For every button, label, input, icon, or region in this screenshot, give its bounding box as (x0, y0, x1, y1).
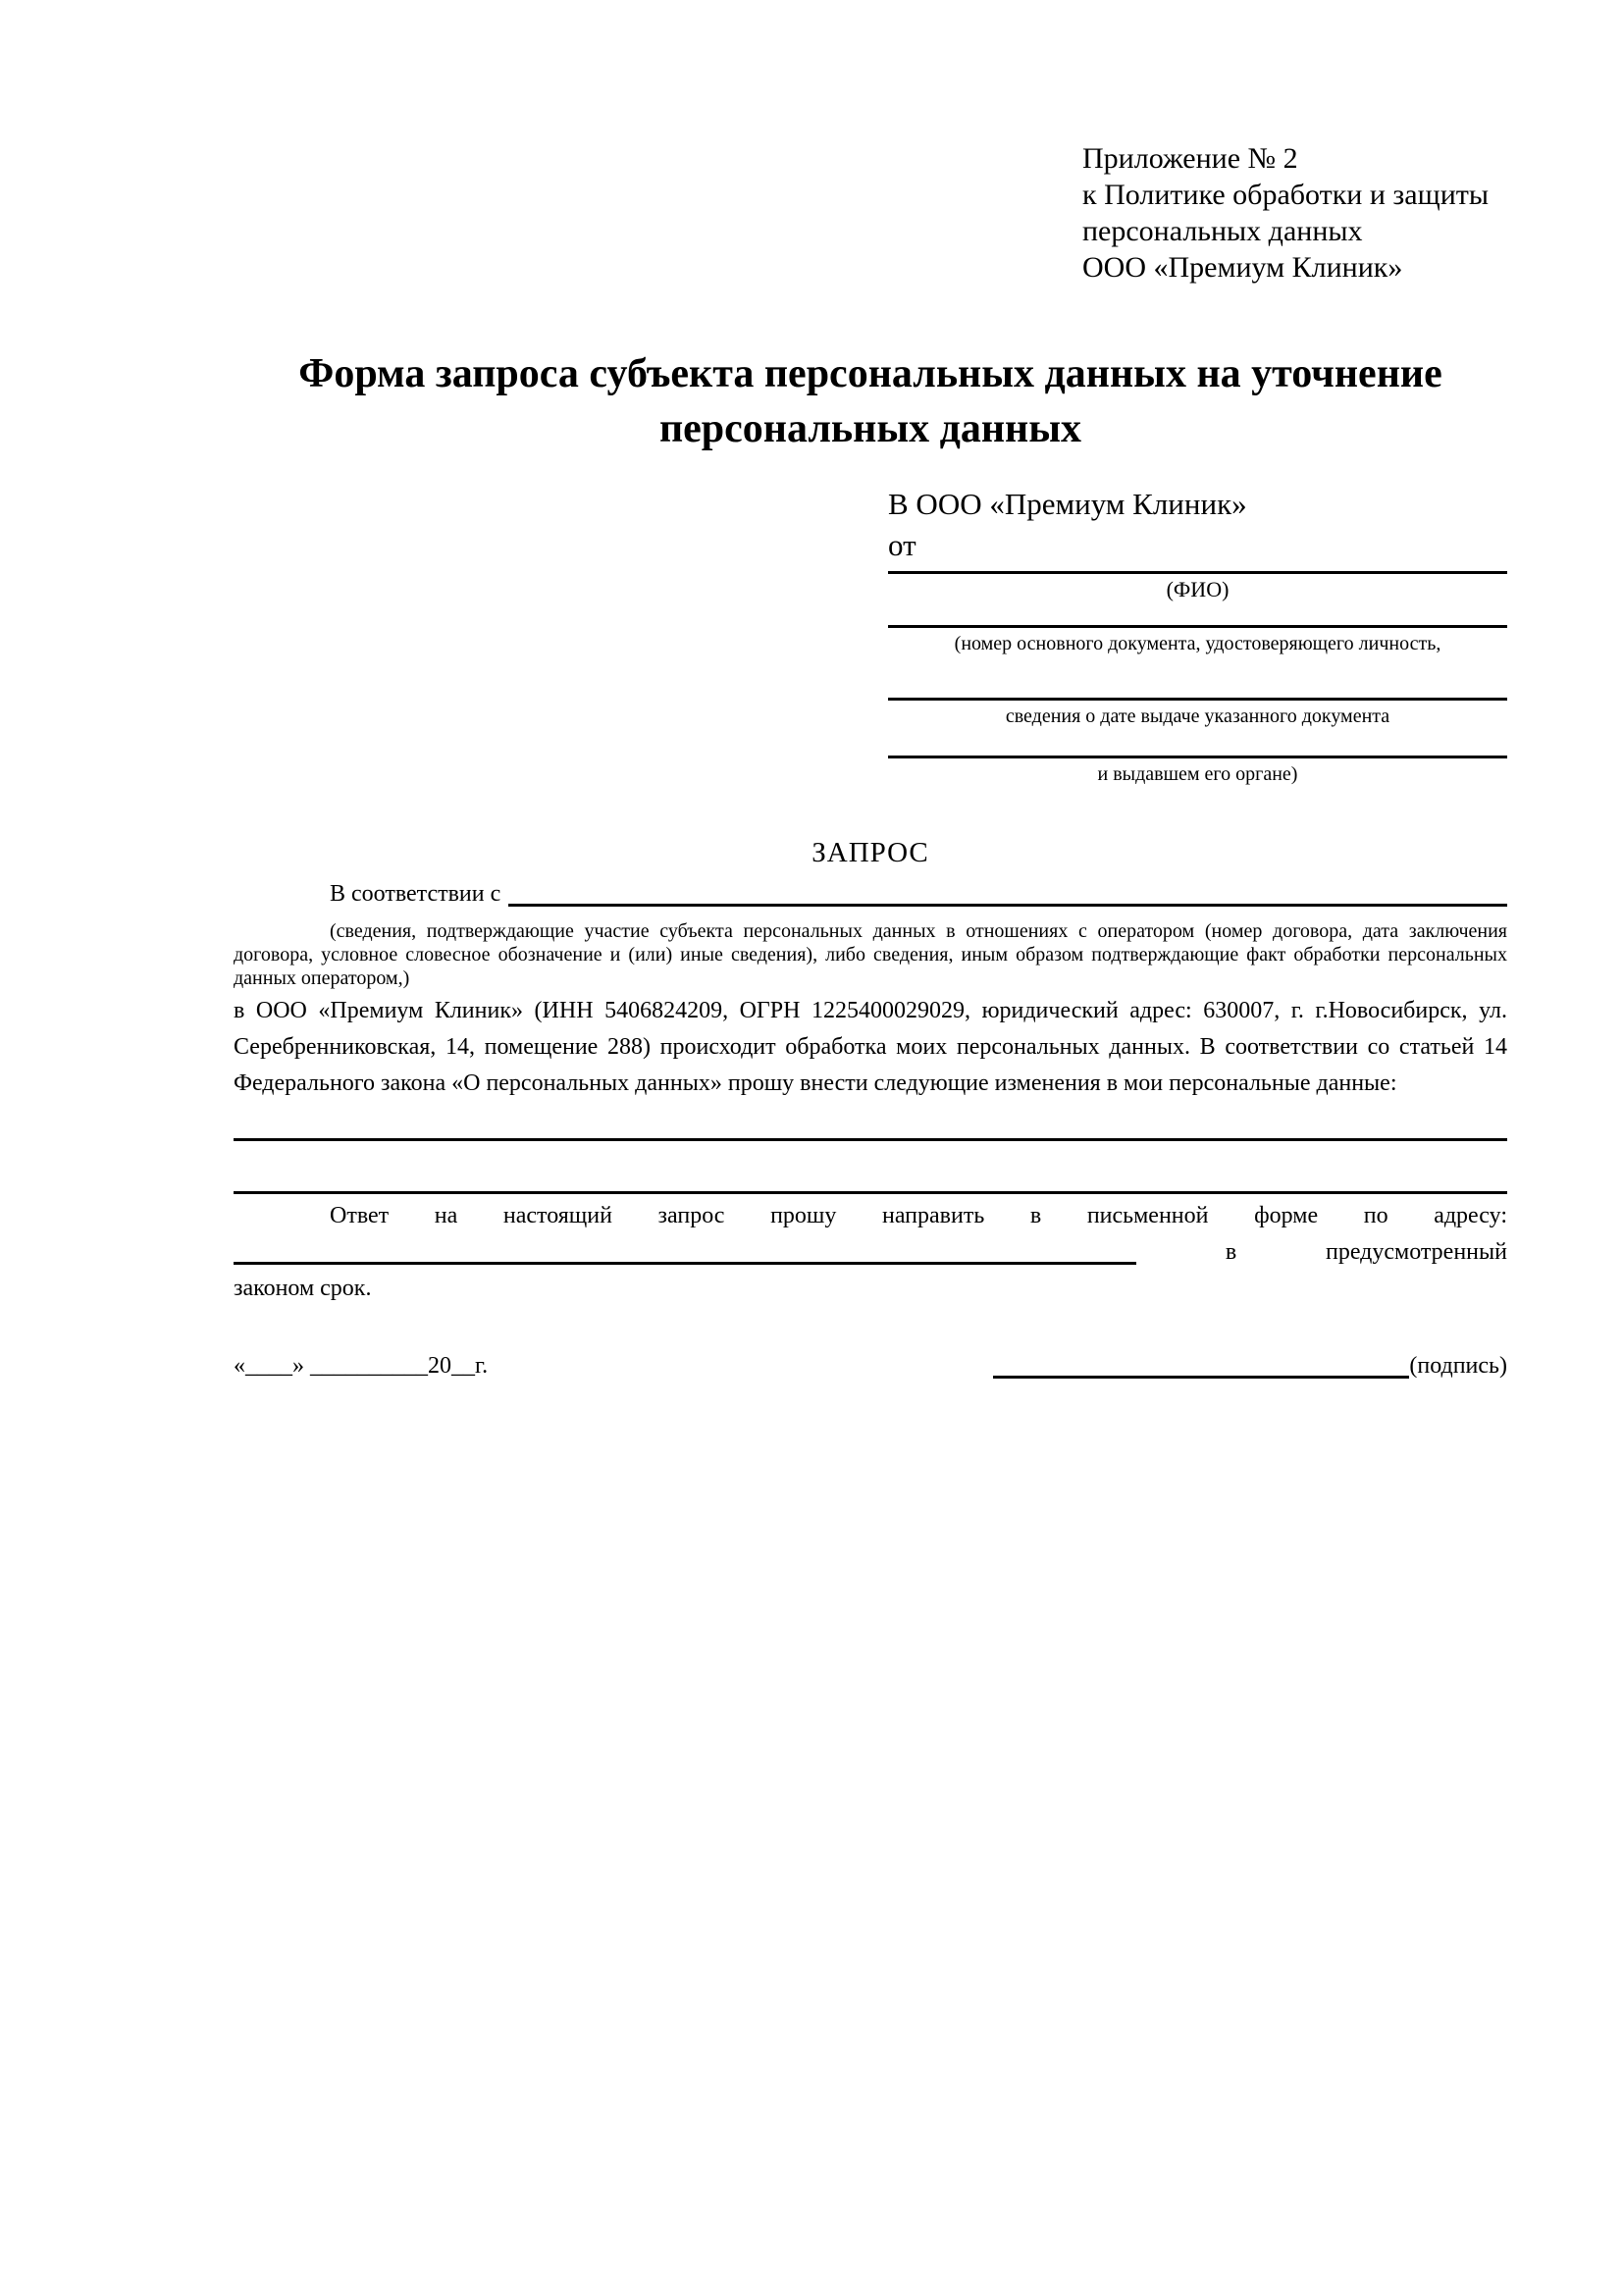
changes-blank-line-1 (234, 1102, 1507, 1141)
legal-note: (сведения, подтверждающие участие субъекта персональных данных в отношениях с оператором (номер договора, дата заключения договора, условное словесное обозначение и (или) иные сведения), либо сведения, иным образом подтверждающие факт обработки персональных данных оператором,) (234, 920, 1507, 989)
annex-line-1: Приложение № 2 (1082, 142, 1298, 175)
document-number-caption: (номер основного документа, удостоверяющего личность, (954, 633, 1441, 654)
page-title: Форма запроса субъекта персональных данных на уточнение персональных данных (298, 351, 1442, 451)
fio-blank-line (888, 566, 1507, 574)
annex-line-3: персональных данных (1082, 215, 1363, 247)
annex-line-2: к Политике обработки и защиты (1082, 179, 1490, 211)
answer-address-blank-line (234, 1262, 1136, 1265)
answer-end: законом срок. (234, 1276, 372, 1301)
document-number-blank-line (888, 602, 1507, 628)
answer-word-v: в (1225, 1239, 1237, 1265)
accordance-blank-line (508, 904, 1507, 907)
addressee-to: В ООО «Премиум Клиник» (888, 487, 1247, 521)
accordance-lead: В соответствии с (330, 881, 501, 907)
annex-line-4: ООО «Премиум Клиник» (1082, 251, 1403, 284)
signature-caption: (подпись) (1409, 1353, 1507, 1379)
addressee-block (888, 484, 1507, 787)
accordance-row (234, 875, 1507, 913)
issue-date-caption: сведения о дате выдаче указанного документа (1005, 705, 1390, 727)
answer-address-row (234, 1234, 1507, 1271)
body-paragraph: в ООО «Премиум Клиник» (ИНН 5406824209, ОГРН 1225400029029, юридический адрес: 630007, г. г.Новосибирск, ул. Серебренниковская, 14, помещение 288) происходит обработка моих персональных данных. В соответствии со статьей 14 Федерального закона «О персональных данных» прошу внести следующие изменения в мои персональные данные: (234, 998, 1507, 1096)
issuing-authority-caption: и выдавшем его органе) (1097, 763, 1298, 785)
annex-header (1082, 140, 1507, 286)
date-signature-row (234, 1348, 1507, 1384)
addressee-from-label: от (888, 528, 916, 562)
signature-blank-line (993, 1376, 1409, 1379)
issuing-authority-blank-line (888, 729, 1507, 758)
answer-lead: Ответ на настоящий запрос прошу направить в письменной форме по адресу: (330, 1203, 1507, 1228)
changes-blank-line-2 (234, 1141, 1507, 1194)
request-heading: ЗАПРОС (812, 837, 929, 868)
answer-word-predusmotrennyy: предусмотренный (1325, 1239, 1507, 1265)
issue-date-blank-line (888, 656, 1507, 701)
date-blank: «____» __________20__г. (234, 1353, 489, 1379)
fio-caption: (ФИО) (1166, 577, 1230, 601)
